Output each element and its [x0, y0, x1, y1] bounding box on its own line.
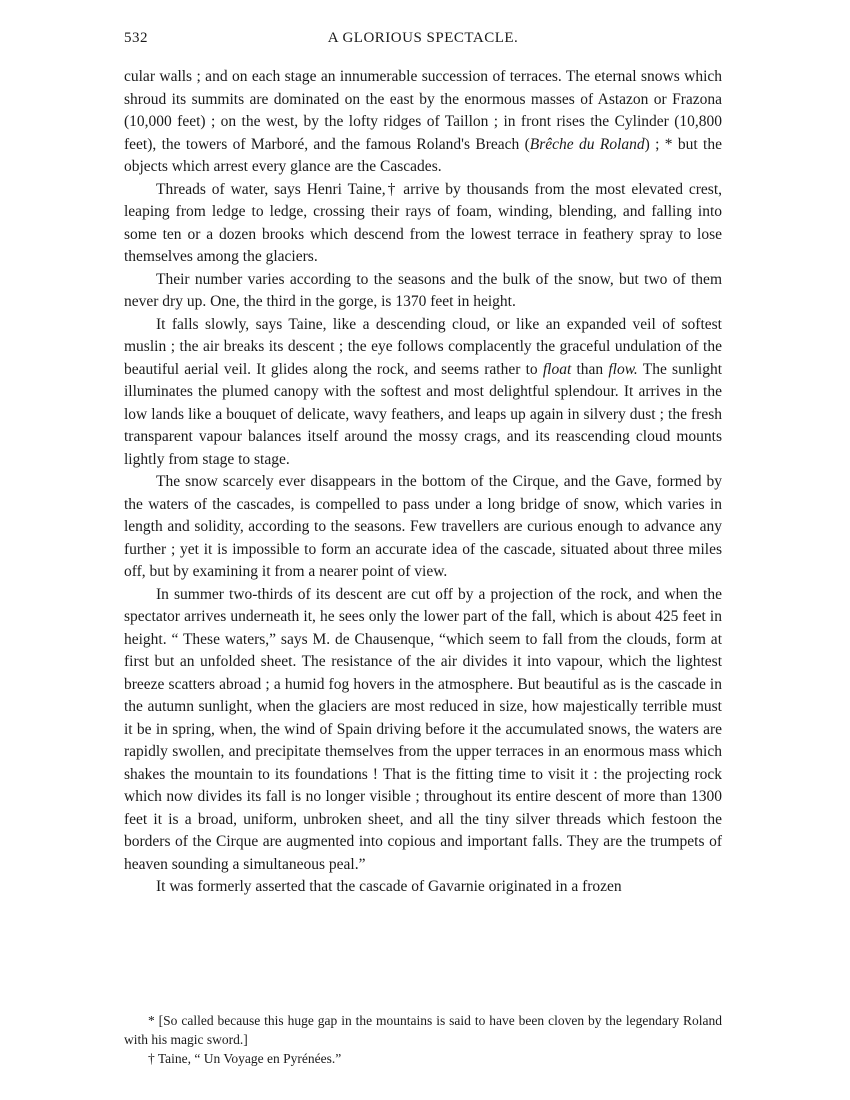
paragraph-continuation: cular walls ; and on each stage an innumerable succession of terraces. The eternal snows which shroud its summits are dominated on the east by the enormous masses of Astazon or Frazona (10,000 feet) ; on the west, by the lofty ridges of Taillon ; in front rises the Cylinder (10,800 feet), the towers of Marboré, and the famous Roland's Breach (Brêche du Roland) ; * but the objects which arrest every glance are the Cascades.: [124, 68, 722, 175]
paragraph-threads-of-water: Threads of water, says Henri Taine,† arrive by thousands from the most elevated crest, leaping from ledge to ledge, crossing their rays of foam, winding, blending, and falling into some ten or a dozen brooks which descend from the lowest terrace in feathery spray to lose themselves among the glaciers.: [124, 180, 722, 265]
running-title: A GLORIOUS SPECTACLE.: [327, 30, 519, 46]
body-text: [124, 66, 722, 899]
italic-flow: flow.: [608, 360, 638, 378]
paragraph-it-falls-slowly: It falls slowly, says Taine, like a descending cloud, or like an expanded veil of softest muslin ; the air breaks its descent ; the eye follows complacently the graceful undulation of the beautiful aerial veil. It glides along the rock, and seems rather to float than flow. The sunlight illuminates the plumed canopy with the softest and most delightful splendour. It arrives in the low lands like a bouquet of delicate, wavy feathers, and leaps up again in silvery dust ; the fresh transparent vapour balances itself around the mossy crags, and its reascending cloud mounts lightly from stage to stage.: [124, 315, 722, 468]
italic-breche-du-roland: Brêche du Roland: [529, 135, 645, 153]
paragraph-it-was-formerly: It was formerly asserted that the cascade of Gavarnie originated in a frozen: [156, 878, 622, 895]
page-number: 532: [124, 30, 148, 46]
italic-float: float: [542, 360, 572, 378]
footnotes: [124, 1011, 722, 1068]
paragraph-the-snow: The snow scarcely ever disappears in the bottom of the Cirque, and the Gave, formed by the waters of the cascades, is compelled to pass under a long bridge of snow, which varies in length and solidity, according to the seasons. Few travellers are curious enough to advance any further ; yet it is impossible to form an accurate idea of the cascade, situated about three miles off, but by examining it from a nearer point of view.: [124, 473, 722, 580]
footnote-taine: † Taine, “ Un Voyage en Pyrénées.”: [148, 1051, 342, 1066]
paragraph-in-summer: In summer two-thirds of its descent are cut off by a projection of the rock, and when the spectator arrives underneath it, he sees only the lower part of the fall, which is about 425 feet in height. “ These waters,” says M. de Chausenque, “which seem to fall from the clouds, form at first but an unfolded sheet. The resistance of the air divides it into vapour, which the lightest breeze scatters abroad ; a humid fog hovers in the atmosphere. But beautiful as is the cascade in the autumn sunlight, when the glaciers are most reduced in size, how majestically terrible must it be in spring, when, the wind of Spain driving before it the accumulated snows, the waters are rapidly swollen, and precipitate themselves from the upper terraces in an enormous mass which shakes the mountain to its foundations ! That is the fitting time to visit it : the projecting rock which now divides its fall is no longer visible ; throughout its entire descent of more than 1300 feet it is a broad, uniform, unbroken sheet, and all the tiny silver threads which festoon the borders of the Cirque are augmented into copious and important falls. They are the trumpets of heaven sounding a simultaneous peal.”: [124, 585, 722, 873]
footnote-roland: * [So called because this huge gap in the mountains is said to have been cloven by the legendary Roland with his magic sword.]: [124, 1013, 722, 1047]
page-header: [124, 30, 722, 52]
paragraph-their-number: Their number varies according to the seasons and the bulk of the snow, but two of them never dry up. One, the third in the gorge, is 1370 feet in height.: [124, 270, 722, 310]
